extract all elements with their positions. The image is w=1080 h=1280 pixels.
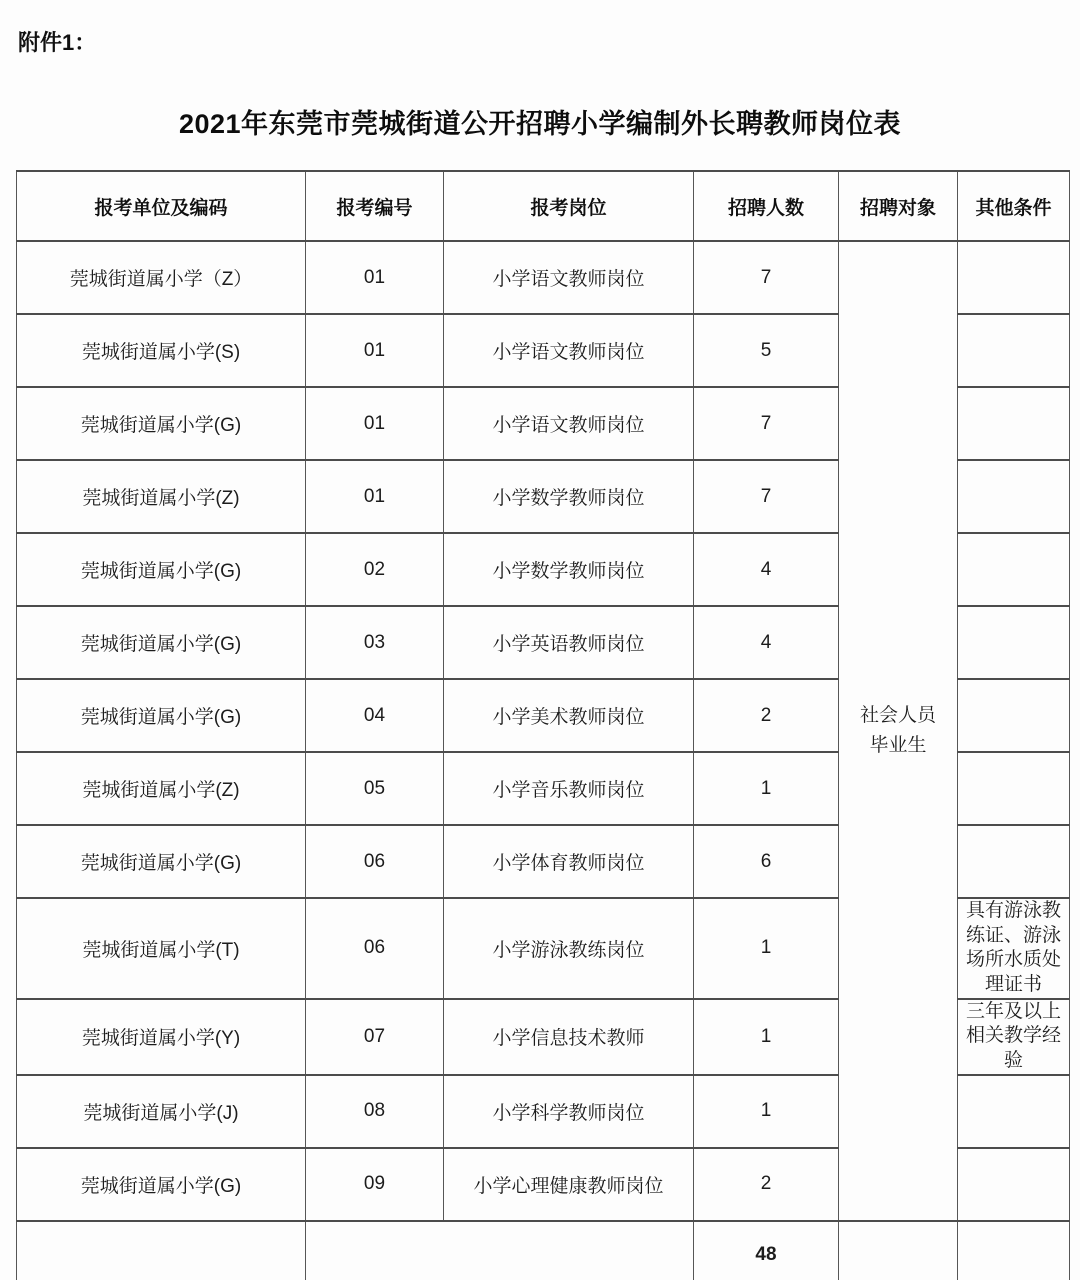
unit-cell: 莞城街道属小学(Y) <box>17 999 306 1075</box>
other-cell <box>958 679 1070 752</box>
code-cell: 01 <box>306 314 444 387</box>
other-cell <box>958 606 1070 679</box>
total-row <box>17 1221 1070 1280</box>
code-cell: 01 <box>306 387 444 460</box>
other-cell <box>958 387 1070 460</box>
count-cell: 5 <box>694 314 839 387</box>
count-cell: 1 <box>694 1075 839 1148</box>
count-cell: 7 <box>694 387 839 460</box>
count-cell: 1 <box>694 752 839 825</box>
count-cell: 7 <box>694 460 839 533</box>
unit-cell: 莞城街道属小学(Z) <box>17 752 306 825</box>
code-cell: 04 <box>306 679 444 752</box>
other-cell <box>958 1075 1070 1148</box>
unit-cell: 莞城街道属小学(T) <box>17 898 306 999</box>
total-merged-cell <box>306 1221 694 1280</box>
other-cell <box>958 1148 1070 1221</box>
code-cell: 08 <box>306 1075 444 1148</box>
unit-cell: 莞城街道属小学(S) <box>17 314 306 387</box>
code-cell: 01 <box>306 460 444 533</box>
position-cell: 小学语文教师岗位 <box>444 241 694 314</box>
code-cell: 03 <box>306 606 444 679</box>
count-cell: 2 <box>694 679 839 752</box>
other-cell <box>958 460 1070 533</box>
code-cell: 02 <box>306 533 444 606</box>
header-cell-target: 招聘对象 <box>839 171 958 241</box>
unit-cell: 莞城街道属小学(G) <box>17 387 306 460</box>
position-cell: 小学体育教师岗位 <box>444 825 694 898</box>
header-cell-position: 报考岗位 <box>444 171 694 241</box>
table-header-row <box>17 171 1070 241</box>
total-count-cell: 48 <box>694 1221 839 1280</box>
other-cell <box>958 825 1070 898</box>
code-cell: 06 <box>306 898 444 999</box>
position-cell: 小学语文教师岗位 <box>444 314 694 387</box>
attachment-label: 附件1： <box>18 30 97 55</box>
position-cell: 小学游泳教练岗位 <box>444 898 694 999</box>
unit-cell: 莞城街道属小学(G) <box>17 533 306 606</box>
code-cell: 06 <box>306 825 444 898</box>
count-cell: 6 <box>694 825 839 898</box>
code-cell: 05 <box>306 752 444 825</box>
recruit-target-text: 社会人员毕业生 <box>859 705 936 756</box>
other-cell <box>958 752 1070 825</box>
position-cell: 小学数学教师岗位 <box>444 533 694 606</box>
position-cell: 小学数学教师岗位 <box>444 460 694 533</box>
total-other-cell <box>958 1221 1070 1280</box>
page-title: 2021年东莞市莞城街道公开招聘小学编制外长聘教师岗位表 <box>178 109 902 139</box>
unit-cell: 莞城街道属小学(G) <box>17 606 306 679</box>
count-cell: 4 <box>694 533 839 606</box>
position-cell: 小学音乐教师岗位 <box>444 752 694 825</box>
recruit-target-cell <box>839 241 958 1221</box>
code-cell: 07 <box>306 999 444 1075</box>
count-cell: 1 <box>694 898 839 999</box>
unit-cell: 莞城街道属小学(G) <box>17 679 306 752</box>
unit-cell: 莞城街道属小学(G) <box>17 825 306 898</box>
unit-cell: 莞城街道属小学(Z) <box>17 460 306 533</box>
position-cell: 小学美术教师岗位 <box>444 679 694 752</box>
total-target-cell <box>839 1221 958 1280</box>
position-cell: 小学心理健康教师岗位 <box>444 1148 694 1221</box>
other-cell <box>958 241 1070 314</box>
unit-cell: 莞城街道属小学(J) <box>17 1075 306 1148</box>
position-cell: 小学语文教师岗位 <box>444 387 694 460</box>
position-cell: 小学信息技术教师 <box>444 999 694 1075</box>
total-unit-cell <box>17 1221 306 1280</box>
count-cell: 7 <box>694 241 839 314</box>
code-cell: 09 <box>306 1148 444 1221</box>
header-cell-other: 其他条件 <box>958 171 1070 241</box>
count-cell: 4 <box>694 606 839 679</box>
positions-table <box>16 170 1070 1280</box>
header-cell-unit: 报考单位及编码 <box>17 171 306 241</box>
code-cell: 01 <box>306 241 444 314</box>
other-cell <box>958 533 1070 606</box>
position-cell: 小学科学教师岗位 <box>444 1075 694 1148</box>
unit-cell: 莞城街道属小学（Z） <box>17 241 306 314</box>
table-row <box>17 241 1070 314</box>
header-cell-code: 报考编号 <box>306 171 444 241</box>
other-cell: 具有游泳教练证、游泳场所水质处理证书 <box>958 898 1070 999</box>
count-cell: 1 <box>694 999 839 1075</box>
count-cell: 2 <box>694 1148 839 1221</box>
unit-cell: 莞城街道属小学(G) <box>17 1148 306 1221</box>
other-cell <box>958 314 1070 387</box>
header-cell-count: 招聘人数 <box>694 171 839 241</box>
other-cell: 三年及以上相关教学经验 <box>958 999 1070 1075</box>
position-cell: 小学英语教师岗位 <box>444 606 694 679</box>
